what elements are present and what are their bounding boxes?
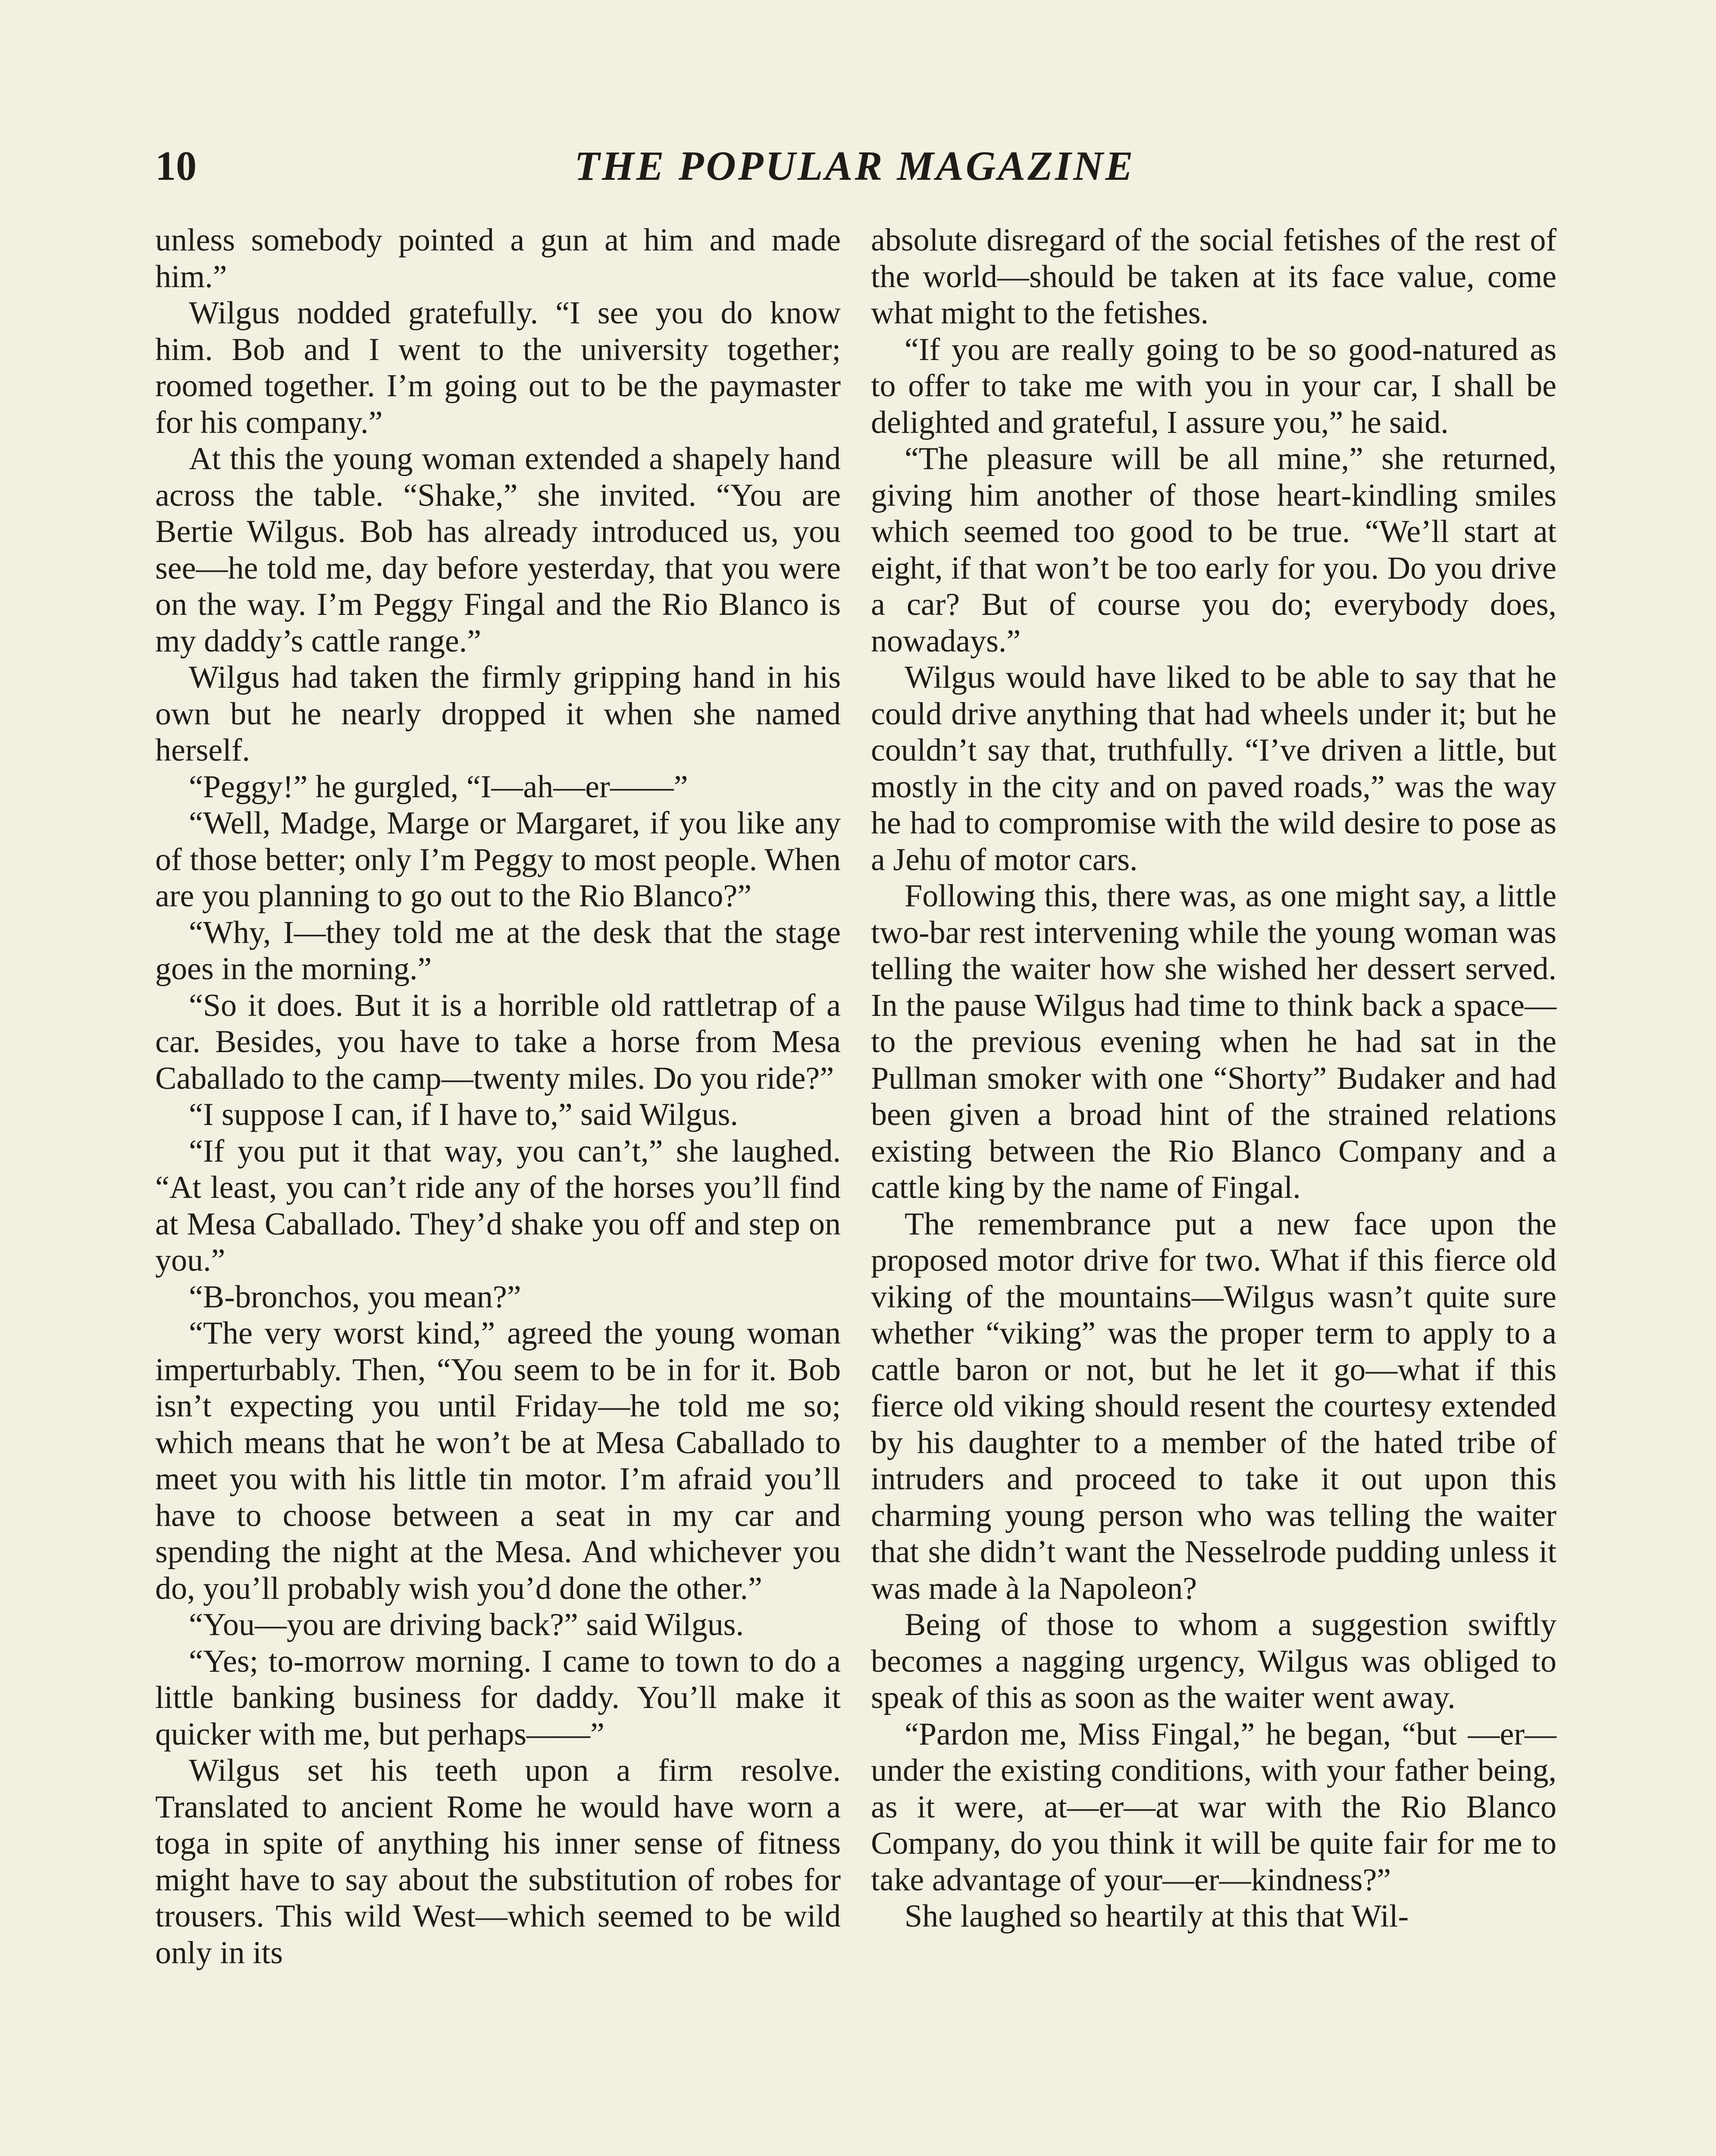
paragraph: “So it does. But it is a horrible old rattletrap of a car. Besides, you have to take a horse from Mesa Caballado to the camp—twenty miles. Do you ride?” bbox=[155, 987, 841, 1096]
paragraph: “If you are really going to be so good-natured as to offer to take me with you in your car, I shall be delighted and grateful, I assure you,” he said. bbox=[871, 332, 1556, 440]
paragraph: “If you put it that way, you can’t,” she laughed. “At least, you can’t ride any of the horses you’ll find at Mesa Caballado. They’d shake you off and step on you.” bbox=[155, 1133, 841, 1278]
paragraph: Wilgus would have liked to be able to say that he could drive anything that had wheels under it; but he couldn’t say that, truthfully. “I’ve driven a little, but mostly in the city and on paved roads,” was the way he had to compromise with the wild desire to pose as a Jehu of motor cars. bbox=[871, 660, 1556, 877]
paragraph: At this the young woman extended a shapely hand across the table. “Shake,” she invited. “You are Bertie Wilgus. Bob has already introduced us, you see—he told me, day before yesterday, that you were on the way. I’m Peggy Fingal and the Rio Blanco is my daddy’s cattle range.” bbox=[155, 441, 841, 659]
paragraph: She laughed so heartily at this that Wil- bbox=[905, 1899, 1409, 1934]
magazine-title: THE POPULAR MAGAZINE bbox=[574, 143, 1135, 189]
paragraph: “B-bronchos, you mean?” bbox=[189, 1279, 521, 1315]
paragraph: unless somebody pointed a gun at him and made him.” bbox=[155, 222, 841, 295]
paragraph: “The very worst kind,” agreed the young woman imperturbably. Then, “You seem to be in for it. Bob isn’t expecting you until Friday—he told me so; which means that he won’t be at Mesa Caballado to meet you with his little tin motor. I’m afraid you’ll have to choose between a seat in my car and spending the night at the Mesa. And whichever you do, you’ll probably wish you’d done the other.” bbox=[155, 1316, 841, 1606]
paragraph: “Pardon me, Miss Fingal,” he began, “but —er—under the existing conditions, with your father being, as it were, at—er—at war with the Rio Blanco Company, do you think it will be quite fair for me to take advantage of your—er—kindness?” bbox=[871, 1716, 1556, 1898]
paragraph: Wilgus nodded gratefully. “I see you do know him. Bob and I went to the university together; roomed together. I’m going out to be the paymaster for his company.” bbox=[155, 295, 841, 440]
paragraph: Wilgus set his teeth upon a firm resolve. Translated to ancient Rome he would have worn a toga in spite of anything his inner sense of fitness might have to say about the substitution of robes for trousers. This wild West—which seemed to be wild only in its bbox=[155, 1753, 841, 1971]
paragraph: absolute disregard of the social fetishes of the rest of the world—should be taken at its face value, come what might to the fetishes. bbox=[871, 222, 1556, 331]
left-column bbox=[155, 222, 841, 1971]
paragraph: “Why, I—they told me at the desk that the stage goes in the morning.” bbox=[155, 915, 841, 987]
paragraph: The remembrance put a new face upon the proposed motor drive for two. What if this fierce old viking of the mountains—Wilgus wasn’t quite sure whether “viking” was the proper term to apply to a cattle baron or not, but he let it go—what if this fierce old viking should resent the courtesy extended by his daughter to a member of the hated tribe of intruders and proceed to take it out upon this charming young person who was telling the waiter that she didn’t want the Nesselrode pudding unless it was made à la Napoleon? bbox=[871, 1206, 1556, 1606]
paragraph: “Peggy!” he gurgled, “I—ah—er——” bbox=[189, 769, 688, 805]
paragraph: “You—you are driving back?” said Wilgus. bbox=[189, 1607, 744, 1642]
paragraph: Following this, there was, as one might say, a little two-bar rest intervening while the young woman was telling the waiter how she wished her dessert served. In the pause Wilgus had time to think back a space—to the previous evening when he had sat in the Pullman smoker with one “Shorty” Budaker and had been given a broad hint of the strained relations existing between the Rio Blanco Company and a cattle king by the name of Fingal. bbox=[871, 878, 1556, 1205]
paragraph: Being of those to whom a suggestion swiftly becomes a nagging urgency, Wilgus was obliged to speak of this as soon as the waiter went away. bbox=[871, 1607, 1556, 1715]
paragraph: “The pleasure will be all mine,” she returned, giving him another of those heart-kindling smiles which seemed too good to be true. “We’ll start at eight, if that won’t be too early for you. Do you drive a car? But of course you do; everybody does, nowadays.” bbox=[871, 441, 1556, 659]
page-number: 10 bbox=[155, 143, 197, 189]
paragraph: “Well, Madge, Marge or Margaret, if you like any of those better; only I’m Peggy to most people. When are you planning to go out to the Rio Blanco?” bbox=[155, 805, 841, 914]
right-column bbox=[871, 222, 1556, 1935]
running-header bbox=[155, 140, 1554, 192]
paragraph: Wilgus had taken the firmly gripping hand in his own but he nearly dropped it when she named herself. bbox=[155, 660, 841, 768]
paragraph: “I suppose I can, if I have to,” said Wilgus. bbox=[189, 1097, 738, 1132]
paragraph: “Yes; to-morrow morning. I came to town to do a little banking business for daddy. You’ll make it quicker with me, but perhaps——” bbox=[155, 1643, 841, 1752]
